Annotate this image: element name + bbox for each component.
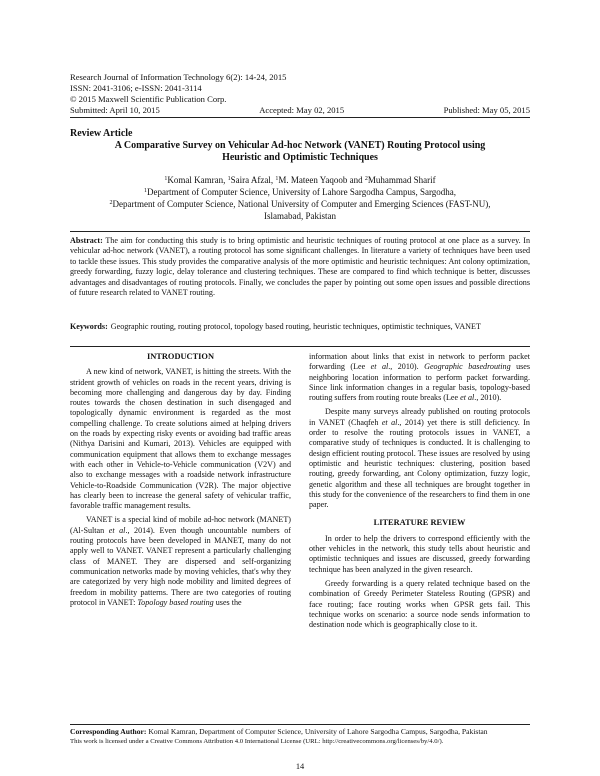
abstract-label: Abstract: <box>70 236 103 245</box>
journal-header <box>70 72 530 116</box>
author-sup: 1 <box>275 176 279 182</box>
right-paragraph-2: Despite many surveys already published on routing protocols in VANET (Chaqfeh et al., 2014) yet there is still deficiency. In order to resolve the routing protocols issues in VANET, a comparative study of techniques is conducted. It is challenging to design efficient routing protocol. These issues are resolved by using optimistic and heuristic techniques: clustering, position based routing, greedy forwarding, ant Colony optimization, fuzzy logic, genetic algorithm and these all techniques are brought together in this study for the convenience of the researchers to find them in one paper. <box>309 407 530 510</box>
author-block <box>70 174 530 222</box>
header-rule <box>70 117 530 118</box>
intro-paragraph-1: A new kind of network, VANET, is hitting the streets. With the strident growth of vehicles on roads in the recent years, driving is becoming more challenging and dangerous day by day. Finding routes towards the chosen destination in such disengaged and topologically dynamic environment is regarded as the most compelling challenge. To create solutions aimed at helping drivers on the roads by expecting risky events or avoiding bad traffic areas (Nithya Darisini and Kumari, 2013). Vehicles are equipped with communication equipment that allows them to exchange messages with each other in Vehicle-to-Vehicle communication (V2V) and also to exchange messages with a roadside network infrastructure Vehicle-to-Roadside Communication (V2R). The major objective has clearly been to increase the general safety of vehicular traffic, favorable traffic management results. <box>70 367 291 511</box>
intro-paragraph-2: VANET is a special kind of mobile ad-hoc network (MANET) (Al-Sultan et al., 2014). Even though uncountable numbers of routing protocols have been developed in MANET, many do not apply well to VANET. VANET represent a particularly challenging class of MANET. They are dispersed and self-organizing communication networks made by moving vehicles, that's why they are categorized by very high node mobility and limited degrees of freedom in mobility patterns. There are two categories of routing protocol in VANET: Topology based routing uses the <box>70 515 291 607</box>
page-number: 14 <box>295 762 305 771</box>
corresponding-author: Corresponding Author: Komal Kamran, Department of Computer Science, University of Lahore Sargodha Campus, Sargodha, Pakistan <box>70 727 488 736</box>
keywords-label: Keywords: <box>70 322 108 331</box>
affiliation-2-city: Islamabad, Pakistan <box>264 210 336 221</box>
abstract-top-rule <box>70 231 530 232</box>
keywords-text: Geographic routing, routing protocol, topology based routing, heuristic techniques, optimistic techniques, VANET <box>110 322 481 331</box>
submitted-date: Submitted: April 10, 2015 <box>70 105 160 115</box>
license-note: This work is licensed under a Creative Commons Attribution 4.0 International License (URL: http://creativecommons.org/licenses/by/4.0/). <box>70 737 444 745</box>
footer <box>70 727 530 746</box>
keywords-bottom-rule <box>70 346 530 347</box>
author-name: Saira Afzal, <box>230 175 276 185</box>
paper-title <box>70 140 530 164</box>
author-sup: 1 <box>164 176 168 182</box>
issn-line: ISSN: 2041-3106; e-ISSN: 2041-3114 <box>70 83 202 93</box>
dates-row <box>70 105 530 116</box>
intro-heading: INTRODUCTION <box>146 352 214 361</box>
title-line-1: A Comparative Survey on Vehicular Ad-hoc Network (VANET) Routing Protocol using <box>114 140 486 151</box>
literature-paragraph-2: Greedy forwarding is a query related technique based on the combination of Greedy Perimeter Stateless Routing (GPSR) and face routing; face routing works when GPSR gets fail. This technique works on scenario: a source node sends information to destination node which is geographically close to it. <box>309 578 530 630</box>
affiliation-1: $^1$Department of Computer Science, University of Lahore Sargodha Campus, Sargodha, <box>143 187 457 198</box>
left-column <box>70 352 291 612</box>
abstract <box>70 236 530 298</box>
journal-citation: Research Journal of Information Technology 6(2): 14-24, 2015 <box>70 72 287 82</box>
abstract-text: The aim for conducting this study is to bring optimistic and heuristic techniques of routing protocol at one place as a survey. In vehicular ad-hoc network (VANET), a routing protocol has some significant challenges. In literature a variety of techniques have been used to tackle these issues. This study provides the comparative analysis of the more optimistic and heuristic techniques: Ant colony optimization, greedy forwarding, fuzzy logic, delay tolerance and clustering techniques. These are compared to find which technique is better, discusses advantages and disadvantages of routing protocols. Finally, we concludes the paper by pointing out some open issues and possible directions of future research related to VANET routing. <box>70 236 530 298</box>
copyright-line: © 2015 Maxwell Scientific Publication Corp. <box>70 94 227 104</box>
title-line-2: Heuristic and Optimistic Techniques <box>222 152 378 163</box>
footer-rule <box>70 724 530 725</box>
literature-paragraph-1: In order to help the drivers to correspond efficiently with the other vehicles in the network, this study tells about heuristic and optimistic techniques and issues are discussed, greedy forwarding technique has been analyzed in the given research. <box>309 533 530 574</box>
author-name: Komal Kamran, <box>167 175 228 185</box>
keywords <box>70 322 530 332</box>
article-type: Review Article <box>70 128 133 139</box>
author-list <box>70 174 530 186</box>
right-paragraph-1: information about links that exist in network to perform packet forwarding (Lee et al., 2010). Geographic basedrouting uses neighboring location information to perform packet forwarding. Since link information changes in a regular basis, topology-based routing suffers from routing route breaks (Lee et al., 2010). <box>309 352 531 403</box>
author-sup: 2 <box>364 176 368 182</box>
published-date: Published: May 05, 2015 <box>443 105 530 115</box>
author-name: M. Mateen Yaqoob and <box>278 175 365 185</box>
author-name: Muhammad Sharif <box>367 175 436 185</box>
literature-review-heading: LITERATURE REVIEW <box>373 518 466 528</box>
accepted-date: Accepted: May 02, 2015 <box>259 105 345 115</box>
author-sup: 1 <box>227 176 231 182</box>
right-column <box>309 352 530 634</box>
affiliation-2: $^2$Department of Computer Science, National University of Computer and Emerging Sciences (FAST-NU), <box>109 199 491 210</box>
